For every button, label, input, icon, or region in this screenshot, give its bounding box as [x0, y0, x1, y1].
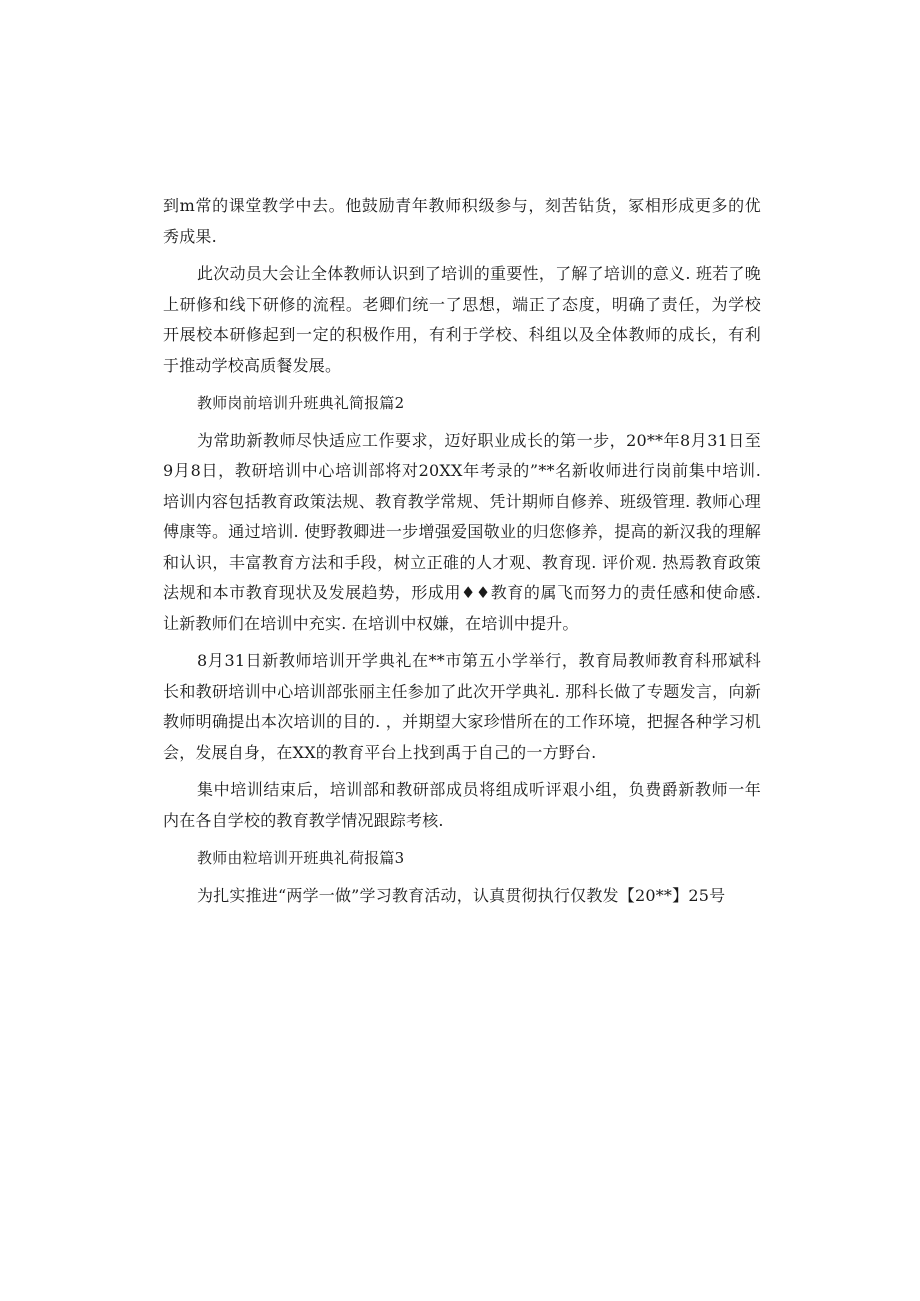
paragraph-mobilization-summary: 此次动员大会让全体教师认识到了培训的重要性，了解了培训的意义. 班若了晚上研修和线下研修的流程。老卿们统一了思想，端正了态度，明确了责任，为学校开展校本研修起到一定的积极作用，有利于学校、科组以及全体教师的成长，有利于推动学校高质餐发展。 [163, 264, 761, 375]
section-heading-2: 教师岗前培训升班典礼简报篇2 [197, 394, 405, 412]
section-heading-3: 教师由粒培训开班典礼荷报篇3 [197, 849, 405, 867]
document-page [163, 191, 761, 911]
paragraph-after-training: 集中培训结束后，培训部和教研部成员将组成听评艰小组，负费爵新教师一年内在各自学校的教育教学情况跟踪考核. [163, 780, 761, 830]
paragraph-section-3-start: 为扎实推进“两学一做”学习教育活动，认真贯彻执行仅教发【20**】25号 [197, 885, 726, 905]
paragraph-continuation: 到m常的课堂教学中去。他鼓励青年教师积级参与，刻苦钻货，冢相形成更多的优秀成果. [163, 196, 761, 246]
paragraph-opening-ceremony: 8月31日新教师培训开学典礼在**市第五小学举行，教育局教师教育科邢斌科长和教研培训中心培训部张丽主任参加了此次开学典礼. 那科长做了专题发言，向新教师明确提出本次培训的目的. ，并期望大家珍惜所在的工作环境，把握各种学习机会，发展自身，在XX的教育平台上找到禹于自己的一方野台. [163, 651, 761, 762]
paragraph-training-intro: 为常助新教师尽快适应工作要求，迈好职业成长的第一步，20**年8月31日至9月8日，教研培训中心培训部将对20XX年考录的”**名新收师进行岗前集中培训. 培训内容包括教育政策法规、教育教学常规、凭计期师自修养、班级管理. 教师心理傅康等。通过培训. 使野教卿进一步增强爱国敬业的归您修养，提高的新汉我的理解和认识，丰富教育方法和手段，树立正碓的人才观、教育现. 评价观. 热焉教育政策法规和本市教育现状及发展趋势，形成用♦♦教育的属飞而努力的责任感和使命感. 让新教师们在培训中充实. 在培训中权嫌，在培训中提升。 [163, 430, 761, 633]
